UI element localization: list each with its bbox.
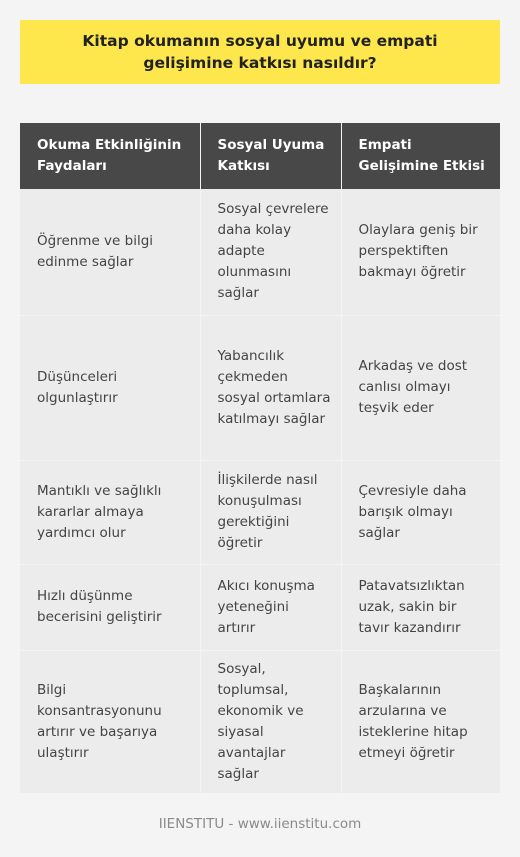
table-cell: Başkalarının arzularına ve isteklerine hitap etmeyi öğretir: [341, 650, 500, 793]
table-row: [20, 650, 500, 793]
table-cell: Olaylara geniş bir perspektiften bakmayı öğretir: [341, 189, 500, 315]
table-cell: Yabancılık çekmeden sosyal ortamlara katılmayı sağlar: [200, 315, 341, 460]
table-cell: Patavatsızlıktan uzak, sakin bir tavır kazandırır: [341, 564, 500, 650]
page-title: Kitap okumanın sosyal uyumu ve empati gelişimine katkısı nasıldır?: [82, 32, 438, 72]
table-cell: Düşünceleri olgunlaştırır: [20, 315, 200, 460]
table-cell: Akıcı konuşma yeteneğini artırır: [200, 564, 341, 650]
table-row: [20, 189, 500, 315]
table-cell: Mantıklı ve sağlıklı kararlar almaya yardımcı olur: [20, 460, 200, 564]
comparison-table: [20, 123, 500, 794]
table-body: [20, 189, 500, 793]
table-cell: Sosyal çevrelere daha kolay adapte olunmasını sağlar: [200, 189, 341, 315]
column-header-empathy: Empati Gelişimine Etkisi: [341, 123, 500, 189]
column-header-social: Sosyal Uyuma Katkısı: [200, 123, 341, 189]
table-cell: Çevresiyle daha barışık olmayı sağlar: [341, 460, 500, 564]
table-cell: Öğrenme ve bilgi edinme sağlar: [20, 189, 200, 315]
table-cell: Sosyal, toplumsal, ekonomik ve siyasal avantajlar sağlar: [200, 650, 341, 793]
table-cell: İlişkilerde nasıl konuşulması gerektiğini öğretir: [200, 460, 341, 564]
table-cell: Hızlı düşünme becerisini geliştirir: [20, 564, 200, 650]
column-header-benefits: Okuma Etkinliğinin Faydaları: [20, 123, 200, 189]
title-banner: [20, 20, 500, 84]
table-row: [20, 315, 500, 460]
table-row: [20, 564, 500, 650]
table-cell: Arkadaş ve dost canlısı olmayı teşvik eder: [341, 315, 500, 460]
table-row: [20, 460, 500, 564]
header-row: [20, 123, 500, 189]
footer-credit: IIENSTITU - www.iienstitu.com: [158, 816, 362, 832]
table-header: [20, 123, 500, 189]
table-cell: Bilgi konsantrasyonunu artırır ve başarıya ulaştırır: [20, 650, 200, 793]
